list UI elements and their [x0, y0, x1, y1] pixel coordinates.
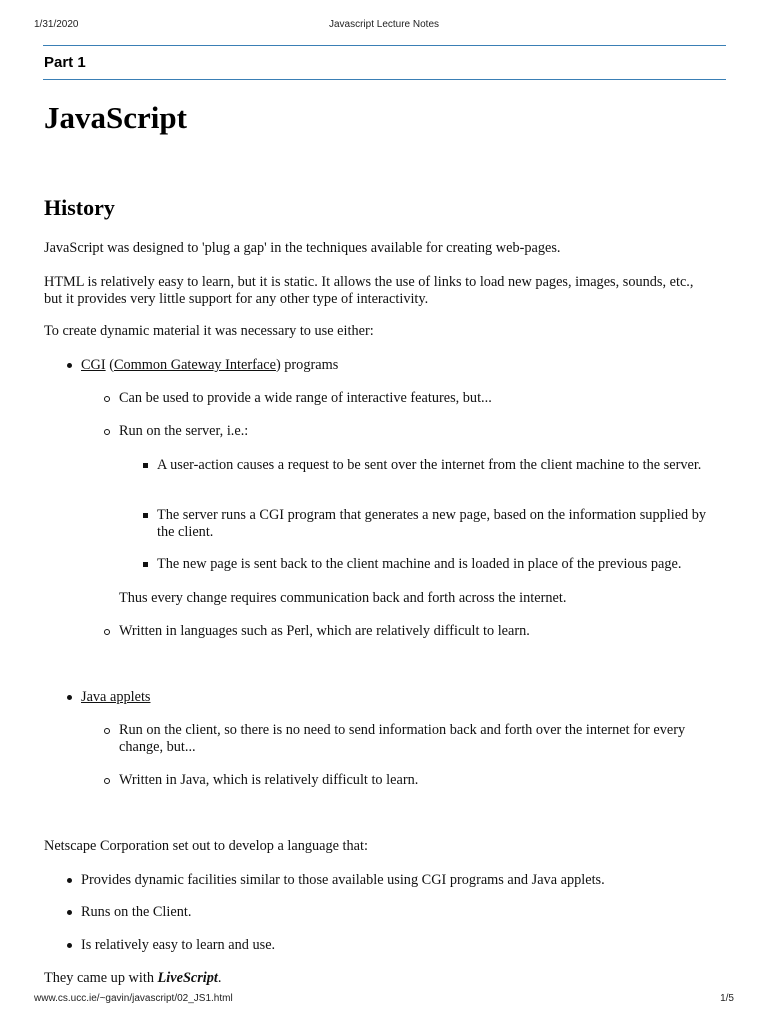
print-url: www.cs.ucc.ie/~gavin/javascript/02_JS1.html — [34, 993, 233, 1004]
list-item: Can be used to provide a wide range of interactive features, but... — [44, 390, 728, 407]
java-sublist — [44, 772, 728, 789]
server-steps — [44, 556, 728, 573]
list-item: The new page is sent back to the client machine and is loaded in place of the previous page. — [44, 556, 728, 573]
bottom-rule — [43, 79, 726, 80]
cgi-full-link[interactable]: Common Gateway Interface — [113, 357, 276, 373]
option-list — [44, 357, 728, 374]
article — [44, 98, 728, 986]
list-item: Written in languages such as Perl, which are relatively difficult to learn. — [44, 623, 728, 640]
page-number: 1/5 — [720, 993, 734, 1004]
list-item: Run on the client, so there is no need to send information back and forth over the internet for every change, but... — [44, 722, 728, 755]
paragraph-netscape: Netscape Corporation set out to develop a language that: — [44, 838, 368, 854]
paragraph-dynamic: To create dynamic material it was necessary to use either: — [44, 323, 374, 339]
list-item-java — [44, 689, 728, 706]
list-item: Is relatively easy to learn and use. — [44, 937, 728, 954]
list-item: Run on the server, i.e.: — [44, 423, 728, 440]
server-steps — [44, 457, 728, 474]
goals-list — [44, 937, 728, 954]
paragraph-thus: Thus every change requires communication back and forth across the internet. — [119, 590, 567, 606]
goals-list — [44, 872, 728, 889]
paragraph-livescript: They came up with LiveScript. — [44, 970, 222, 986]
page-title: JavaScript — [44, 100, 187, 135]
livescript-name: LiveScript — [157, 970, 218, 986]
print-footer — [0, 993, 768, 1005]
list-item: Runs on the Client. — [44, 904, 728, 921]
print-title: Javascript Lecture Notes — [328, 19, 440, 30]
cgi-sublist — [44, 390, 728, 407]
java-sublist — [44, 722, 728, 755]
option-list — [44, 689, 728, 706]
paragraph-intro: JavaScript was designed to 'plug a gap' in the techniques available for creating web-pages. — [44, 240, 561, 256]
cgi-sublist — [44, 623, 728, 640]
cgi-sublist — [44, 423, 728, 440]
java-applets-link[interactable]: Java applets — [81, 689, 151, 705]
list-item: A user-action causes a request to be sent over the internet from the client machine to the server. — [44, 457, 728, 474]
server-steps — [44, 507, 728, 540]
list-item: Written in Java, which is relatively difficult to learn. — [44, 772, 728, 789]
list-item: Provides dynamic facilities similar to those available using CGI programs and Java applets. — [44, 872, 728, 889]
paragraph-html: HTML is relatively easy to learn, but it is static. It allows the use of links to load new pages, images, sounds, etc., but it provides very little support for any other type of interactivity. — [44, 274, 694, 307]
print-header — [0, 19, 768, 31]
top-rule — [43, 45, 726, 46]
goals-list — [44, 904, 728, 921]
section-heading-history: History — [44, 195, 115, 220]
list-item-cgi: CGI (Common Gateway Interface) programs — [44, 357, 728, 374]
list-item: The server runs a CGI program that generates a new page, based on the information supplied by the client. — [44, 507, 728, 540]
part-label: Part 1 — [44, 54, 86, 71]
print-date: 1/31/2020 — [34, 19, 79, 30]
cgi-link[interactable]: CGI — [81, 357, 106, 373]
